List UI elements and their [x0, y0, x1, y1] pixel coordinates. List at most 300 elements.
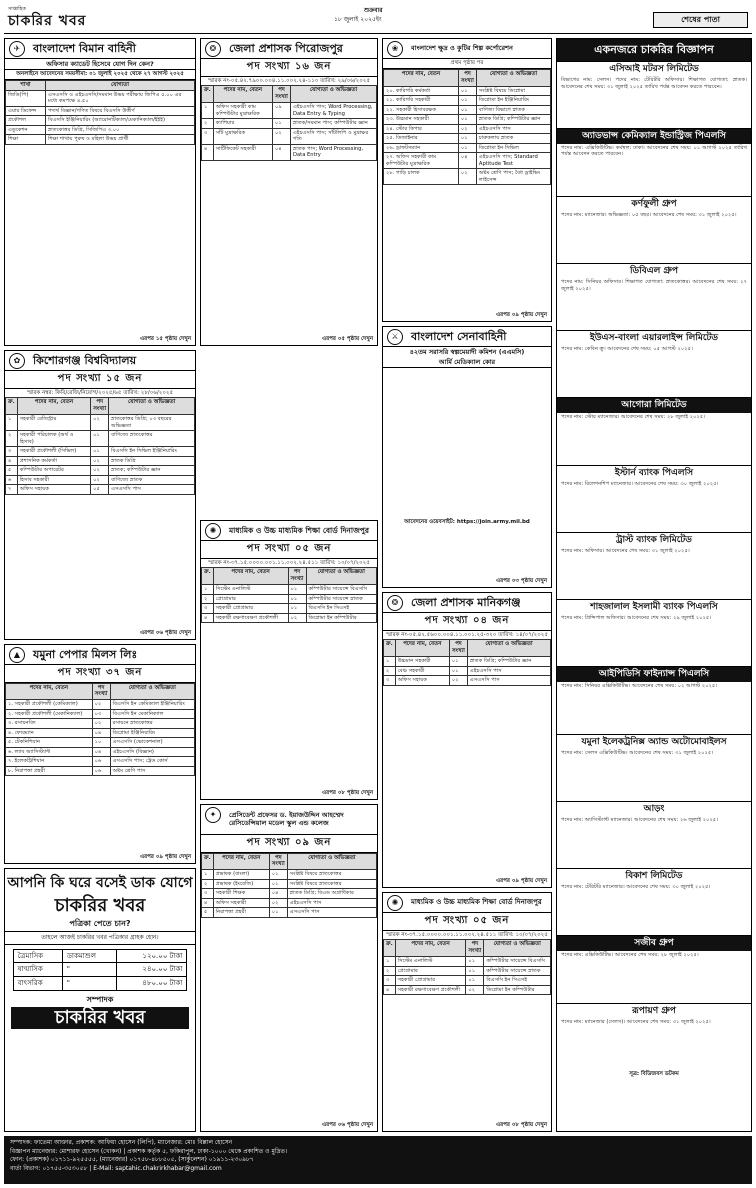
table-header: যোগ্যতা ও অভিজ্ঞতা: [287, 853, 376, 870]
table-cell: ৩: [6, 447, 18, 457]
table-cell: প্রভাষক (ইংরেজি): [213, 879, 269, 889]
ad-pirojpur-posts: পদ সংখ্যা ১৬ জন: [201, 59, 377, 77]
table-cell: শিক্ষা: [6, 135, 46, 145]
table-row: [202, 889, 377, 899]
company-ad-text: পদের নাম: অফিসার। আবেদনের শেষ সময়: ৩১ জুলাই ২০২৫।: [561, 548, 690, 554]
table-cell: সহকারী রক্ষণাবেক্ষণ প্রকৌশলী: [213, 613, 288, 623]
rate-row: [13, 963, 187, 977]
company-name: শাহজালাল ইসলামী ব্যাংক পিএলসি: [557, 599, 751, 614]
table-header: যোগ্যতা: [46, 81, 195, 91]
ad-airforce-title-bar: [5, 39, 195, 59]
ad-airforce-body-filler: [5, 145, 195, 285]
table-cell: এইচএসসি পাস; Standard Aptitude Test: [476, 153, 550, 169]
table-cell: সহকারী পরিচালক (অর্থ ও হিসাব): [17, 431, 90, 447]
table-cell: ২৪. স্টোর কিপার: [384, 124, 459, 134]
table-cell: ২: [202, 119, 214, 129]
ad-airforce: [4, 38, 196, 346]
table-row: [6, 447, 195, 457]
table-cell: ৩: [202, 128, 214, 144]
company-ad-text: পদের নাম: এক্সিকিউটিভ। কর্মস্থল: ঢাকা। আবেদনের শেষ সময়: ০১ আগস্ট ২০২৫ তারিখ পর্যন্ত আবেদন করতে পারবেন।: [561, 144, 747, 158]
table-cell: ৬: [6, 475, 18, 485]
table-cell: ২: [6, 431, 18, 447]
table-cell: ৫: [202, 908, 214, 918]
table-cell: এইচএসসি (বিজ্ঞান): [110, 747, 194, 757]
ad-manikganj-body-filler: [383, 686, 551, 836]
table-cell: ০১: [449, 657, 467, 667]
table-cell: ২. সহকারী প্রকৌশলী (মেকানিক্যাল): [6, 709, 93, 719]
table-row: [6, 106, 195, 116]
table-header: যোগ্যতা ও অভিজ্ঞতা: [476, 69, 550, 86]
table-cell: ১: [202, 585, 214, 595]
table-cell: অষ্টম শ্রেণি পাস: [110, 766, 194, 776]
ad-dinajpur-1-memo: স্মারক নং-৩৭.১৫.০০০০.০০১.১১.০০২.২৪.৫১১ তারিখ: ১০/০৭/২০২৫: [208, 559, 370, 566]
table-cell: ১: [384, 957, 396, 967]
table-cell: এডুকেশন: [6, 125, 46, 135]
table-cell: ০১: [269, 870, 287, 880]
table-header: পদ সংখ্যা: [272, 86, 290, 103]
ad-army-title: বাংলাদেশ সেনাবাহিনী: [411, 329, 507, 343]
rate-row: [13, 949, 187, 963]
one-glance-title: একনজরে চাকরির বিজ্ঞাপন: [557, 39, 751, 61]
table-cell: এইচএসসি পাস: [476, 124, 550, 134]
table-cell: স্নাতকোত্তর ডিগ্রি, সিজিপিএ ৩.০০: [46, 125, 195, 135]
table-cell: প্রোগ্রামার: [395, 966, 466, 976]
one-glance-section: [556, 38, 752, 1132]
rate-cell: ১২০.০০ টাকা: [117, 949, 187, 963]
subscription-rate-table: [13, 949, 188, 991]
table-cell: ডিপ্লোমা ইন কম্পিউটার: [484, 985, 551, 995]
rate-cell: বাৎসরিক: [13, 977, 62, 991]
table-cell: ১. সহকারী প্রকৌশলী (কেমিক্যাল): [6, 700, 93, 710]
table-cell: ০১: [91, 431, 109, 447]
table-cell: ২১. কারিগরি সহকারী: [384, 96, 459, 106]
company-ad-text: পদের নাম: রিলেশনশিপ ম্যানেজার। আবেদনের শেষ সময়: ৩০ জুলাই ২০২৫।: [561, 480, 719, 487]
table-cell: ০২: [288, 613, 306, 623]
table-cell: ০১: [288, 585, 306, 595]
table-cell: সহকারী শিক্ষক: [213, 889, 269, 899]
ad-pirojpur: [200, 38, 378, 346]
company-name: যমুনা ইলেকট্রনিক্স অ্যান্ড অটোমোবাইলস: [557, 734, 751, 749]
table-cell: প্রোগ্রামার: [213, 594, 288, 604]
ad-dinajpur-1-body-filler: [201, 623, 377, 743]
ad-jamuna-posts: পদ সংখ্যা ৩৭ জন: [5, 665, 195, 683]
rate-cell: ষাণ্মাসিক: [13, 963, 62, 977]
table-cell: সাঁট মুদ্রাক্ষরিক: [213, 128, 272, 144]
table-cell: ১০: [92, 738, 110, 748]
table-row: [202, 604, 377, 614]
table-cell: ৫. টেকনিশিয়ান: [6, 738, 93, 748]
subscription-editor: সম্পাদক: [86, 994, 114, 1004]
table-cell: ০২: [458, 124, 476, 134]
table-cell: ০৫: [91, 485, 109, 495]
table-cell: ৫: [6, 466, 18, 476]
table-row: [202, 870, 377, 880]
masthead-day: শুক্রবার: [364, 7, 383, 14]
table-header: ক্র.: [202, 568, 214, 585]
table-cell: স্নাতকোত্তর ডিগ্রি; ০৩ বছরের অভিজ্ঞতা: [109, 415, 195, 431]
footer-line: বিজ্ঞাপন ম্যানেজার: মোশারফ হোসেন (খোকন) | প্রকাশক কর্তৃক ৫, ফকিরাপুল, ঢাকা-১০০০ থেকে প্রকাশিত ও মুদ্রিত।: [10, 1147, 288, 1155]
ad-dinajpur-2-body-filler: [383, 995, 551, 1085]
ad-army-continued: এরপর ০৩ পৃষ্ঠায় দেখুন: [495, 578, 547, 585]
ad-college-table: [201, 853, 377, 918]
table-cell: ডিপ্লোমা ইন ইঞ্জিনিয়ারিং: [476, 96, 550, 106]
ad-pirojpur-title: জেলা প্রশাসক পিরোজপুর: [229, 41, 343, 55]
table-header: পদ সংখ্যা: [269, 853, 287, 870]
table-cell: সহকারী প্রোগ্রামার: [395, 976, 466, 986]
table-cell: বিএসসি ইঞ্জিনিয়ারিং (অ্যারোনটিক্যাল/মেকানিক্যাল/ইইই): [46, 116, 195, 126]
table-cell: এসএসসি ও এইচএসসি/সমমান উভয় পরীক্ষায় জিপিএ ৫.০০ এর মধ্যে কমপক্ষে ৪.৫০: [46, 90, 195, 106]
table-cell: ৭. ইলেকট্রিশিয়ান: [6, 757, 93, 767]
ad-silk: [382, 38, 552, 322]
table-cell: ০১: [269, 908, 287, 918]
table-cell: ০২: [449, 676, 467, 686]
table-cell: এইচএসসি পাস: [287, 898, 376, 908]
table-header: পদ সংখ্যা: [466, 940, 484, 957]
table-cell: স্নাতক ডিগ্রি; কম্পিউটার জ্ঞান: [467, 657, 550, 667]
table-row: [202, 144, 377, 160]
table-cell: সংশ্লিষ্ট বিষয়ে ডিপ্লোমা: [476, 86, 550, 96]
table-row: [6, 757, 195, 767]
table-cell: বিএসসি ইন সিএসই: [484, 976, 551, 986]
table-row: [6, 485, 195, 495]
table-row: [6, 728, 195, 738]
subscription-tagline: তাহলে আজই চাকরির খবর পত্রিকার গ্রাহক হোন।: [5, 931, 195, 945]
table-cell: ০২: [92, 700, 110, 710]
ad-silk-title-bar: [383, 39, 551, 59]
ad-army-subtitle-2: আর্মি মেডিক্যাল কোর: [383, 357, 551, 368]
table-cell: এইচএসসি পাস; সাঁটলিপি ও মুদ্রাক্ষর গতি: [290, 128, 376, 144]
ad-army-title-bar: [383, 327, 551, 347]
table-cell: ২: [384, 966, 396, 976]
table-cell: সহকারী প্রকৌশলী (সিভিল): [17, 447, 90, 457]
table-cell: ০১: [458, 105, 476, 115]
ad-jamuna-table: [5, 683, 195, 777]
ad-airforce-deadline: অনলাইনে আবেদনের সময়সীমা: ০১ জুলাই ২০২৫ থেকে ২৭ আগস্ট ২০২৫: [5, 70, 195, 80]
table-header: ক্র.: [202, 853, 214, 870]
table-row: [6, 766, 195, 776]
ad-kishoreganj-memo: স্মারক নম্বর: কিবি/রেজি/নিয়োগ/২০২৫/৬৫ তারিখ: ২৮/০৬/২০২৫: [26, 389, 174, 396]
table-cell: সহকারী রেজিস্ট্রার: [17, 415, 90, 431]
table-cell: প্রভাষক (বাংলা): [213, 870, 269, 880]
one-glance-source: সূত্র: বিডিজবস ডটকম: [629, 1070, 679, 1077]
ad-airforce-subtitle: অফিসার ক্যাডেট হিসেবে যোগ দিন কেন?: [5, 59, 195, 70]
footer-line: বার্তা বিভাগ: ০১৭৫৫-৩৫৩০৫৮ | E-Mail: saptahic.chakrirkhabar@gmail.com: [10, 1165, 222, 1173]
ad-airforce-title: বাংলাদেশ বিমান বাহিনী: [33, 41, 136, 55]
ad-manikganj-memo: স্মারক নং-০৫.৪২.৫৬০০.০০৪.১১.০০১.২৫-৩২০ তারিখ: ১৪/০৭/২০২৫: [386, 631, 548, 638]
table-cell: বিএসসি ইন কেমিক্যাল ইঞ্জিনিয়ারিং: [110, 700, 194, 710]
table-row: [6, 456, 195, 466]
table-row: [6, 466, 195, 476]
ad-airforce-table: [5, 80, 195, 145]
ad-manikganj-title-bar: [383, 593, 551, 613]
ad-dinajpur-2-continued: এরপর ০৮ পৃষ্ঠায় দেখুন: [495, 1122, 547, 1129]
ad-dinajpur-2: [382, 892, 552, 1132]
table-cell: বাণিজ্য বিভাগে স্নাতক: [476, 105, 550, 115]
ad-jamuna-title: যমুনা পেপার মিলস লিঃ: [33, 647, 138, 661]
table-header: ক্র.: [384, 640, 396, 657]
ad-pirojpur-title-bar: [201, 39, 377, 59]
table-row: [384, 666, 551, 676]
table-cell: ৩: [384, 676, 396, 686]
table-cell: ০১: [458, 134, 476, 144]
ad-dinajpur-1-title: মাধ্যমিক ও উচ্চ মাধ্যমিক শিক্ষা বোর্ড দিনাজপুর: [229, 525, 370, 535]
ad-kishoreganj-posts: পদ সংখ্যা ১৫ জন: [5, 371, 195, 389]
table-cell: স্নাতক/সমমান পাস; কম্পিউটার জ্ঞান: [290, 119, 376, 129]
company-ad-text: পদের নাম: এক্সিকিউটিভ। আবেদনের শেষ সময়: ২৮ জুলাই ২০২৫।: [561, 951, 699, 958]
triangle-logo-icon: ▲: [9, 647, 25, 663]
table-cell: ০৪: [458, 153, 476, 169]
company-name: ডিবিএল গ্রুপ: [557, 263, 751, 278]
ad-dinajpur-1-continued: এরপর ০৮ পৃষ্ঠায় দেখুন: [321, 790, 373, 797]
table-row: [6, 475, 195, 485]
university-emblem-icon: ✿: [9, 353, 25, 369]
govt-emblem-icon: ❂: [387, 595, 403, 611]
table-cell: ০১: [288, 604, 306, 614]
table-row: [202, 119, 377, 129]
table-cell: ০১: [288, 594, 306, 604]
table-cell: ০১: [458, 96, 476, 106]
company-ad-text: পদের নাম: কেবিন ক্রু। আবেদনের শেষ সময়: ০৫ আগস্ট ২০২৫।: [561, 346, 693, 353]
table-cell: কম্পিউটার অপারেটর: [17, 466, 90, 476]
table-header: পদের নাম, বেতন: [395, 940, 466, 957]
table-cell: শিক্ষা শাখায় পুরুষ ও মহিলা উভয় প্রার্থী: [46, 135, 195, 145]
company-name: ইউএস-বাংলা এয়ারলাইন্স লিমিটেড: [557, 330, 751, 345]
company-name: রূপায়ণ গ্রুপ: [557, 1003, 751, 1018]
airforce-emblem-icon: ✈: [9, 41, 25, 57]
table-cell: জিডি(পি): [6, 90, 46, 106]
table-header: ক্র.: [384, 940, 396, 957]
ad-jamuna-continued: এরপর ০৯ পৃষ্ঠায় দেখুন: [139, 854, 191, 861]
ad-jamuna: [4, 644, 196, 864]
company-ad-text: পদের নাম: সিনিয়র এক্সিকিউটিভ। আবেদনের শেষ সময়: ০২ আগস্ট ২০২৫।: [561, 682, 718, 689]
table-row: [6, 719, 195, 729]
table-cell: ০১: [466, 966, 484, 976]
table-cell: সহকারী প্রোগ্রামার: [213, 604, 288, 614]
table-row: [6, 738, 195, 748]
table-row: [202, 613, 377, 623]
table-cell: ৭: [6, 485, 18, 495]
ad-pirojpur-body-filler: [201, 161, 377, 251]
table-cell: ১: [202, 870, 214, 880]
imprint-footer: [4, 1136, 752, 1184]
table-cell: ০৪: [92, 747, 110, 757]
table-cell: স্নাতক ডিগ্রি; কম্পিউটার জ্ঞান: [476, 115, 550, 125]
table-cell: ৪: [202, 898, 214, 908]
company-ad-text: পদের নাম: ম্যানেজার (সেলস)। আবেদনের শেষ সময়: ৩১ জুলাই ২০২৫।: [561, 1018, 711, 1025]
table-header: পদের নাম, বেতন: [213, 853, 269, 870]
table-cell: সহকারী রক্ষণাবেক্ষণ প্রকৌশলী: [395, 985, 466, 995]
table-cell: ০১: [272, 119, 290, 129]
table-cell: ০২: [466, 985, 484, 995]
table-row: [384, 985, 551, 995]
table-row: [384, 676, 551, 686]
company-ad-text: পদের নাম: প্রিন্সিপাল অফিসার। আবেদনের শেষ সময়: ২৯ জুলাই ২০২৫।: [561, 615, 712, 622]
ad-army-subtitle: ৪২তম সরাসরি স্বল্পমেয়াদী কমিশন (এএমসি): [409, 348, 525, 356]
table-cell: ০২: [458, 169, 476, 185]
company-ad-text: পদের নাম: স্টোর ম্যানেজার। আবেদনের শেষ সময়: ২৮ জুলাই ২০২৫।: [561, 413, 706, 420]
table-row: [384, 115, 551, 125]
table-cell: স্নাতক; কম্পিউটার জ্ঞান: [109, 466, 195, 476]
table-cell: এসএসসি পাস: [287, 908, 376, 918]
table-row: [202, 908, 377, 918]
table-cell: সিস্টেম এনালিস্ট: [213, 585, 288, 595]
table-cell: সংশ্লিষ্ট বিষয়ে স্নাতকোত্তর: [287, 870, 376, 880]
table-cell: এসএসসি পাস; ট্রেড কোর্স: [110, 757, 194, 767]
table-cell: উচ্চমান সহকারী: [395, 657, 449, 667]
ad-silk-continued-from: প্রথম পৃষ্ঠার পর: [383, 59, 551, 69]
table-cell: ০২: [272, 128, 290, 144]
table-cell: এইচএসসি পাস: [467, 666, 550, 676]
table-header: যোগ্যতা ও অভিজ্ঞতা: [467, 640, 550, 657]
table-cell: ০১: [91, 447, 109, 457]
ad-college-continued: এরপর ০৬ পৃষ্ঠায় দেখুন: [321, 1122, 373, 1129]
company-name: আগোরা লিমিটেড: [557, 397, 751, 412]
table-header: পদের নাম, বেতন: [384, 69, 459, 86]
ad-pirojpur-continued: এরপর ০৫ পৃষ্ঠায় দেখুন: [321, 336, 373, 343]
table-cell: বেঞ্চ সহকারী: [395, 666, 449, 676]
company-name: আইপিডিসি ফাইন্যান্স পিএলসি: [557, 666, 751, 681]
table-cell: ০১: [458, 86, 476, 96]
ad-dinajpur-2-title-bar: [383, 893, 551, 913]
ad-manikganj-table: [383, 639, 551, 685]
table-cell: ৪: [202, 613, 214, 623]
table-cell: বিএসসি ইন মেকানিক্যাল: [110, 709, 194, 719]
table-row: [384, 124, 551, 134]
table-row: [202, 879, 377, 889]
last-page-label: শেষের পাতা: [653, 12, 748, 28]
subscription-call: আপনি কি ঘরে বসেই ডাক যোগে: [7, 875, 193, 891]
masthead: [4, 4, 752, 34]
ad-army-apply-link: আবেদনের ওয়েবসাইট: https://join.army.mil.bd: [404, 519, 530, 526]
table-row: [384, 96, 551, 106]
table-cell: ২৫. ডিজাইনার: [384, 134, 459, 144]
company-name: অ্যাডভান্স কেমিক্যাল ইন্ডাস্ট্রিজ পিএলসি: [557, 128, 751, 143]
table-row: [384, 957, 551, 967]
table-row: [6, 415, 195, 431]
rate-row: [13, 977, 187, 991]
table-header: পদ সংখ্যা: [458, 69, 476, 86]
table-cell: ০১: [269, 879, 287, 889]
table-row: [6, 700, 195, 710]
table-cell: কম্পিউটার সায়েন্সে বিএসসি: [306, 585, 377, 595]
table-header: পদ সংখ্যা: [288, 568, 306, 585]
rate-cell: ": [62, 977, 117, 991]
ad-silk-table: [383, 69, 551, 185]
company-name: কর্ণফুলী গ্রুপ: [557, 196, 751, 211]
table-cell: ৪: [202, 144, 214, 160]
table-header: ক্র.: [202, 86, 214, 103]
ad-silk-continued: এরপর ০৯ পৃষ্ঠায় দেখুন: [495, 312, 547, 319]
table-cell: ২৬. ড্রাফটসম্যান: [384, 143, 459, 153]
table-cell: ডিপ্লোমা ইন সিভিল: [476, 143, 550, 153]
table-cell: ৪: [384, 985, 396, 995]
table-cell: প্রশাসনিক কর্মকর্তা: [17, 456, 90, 466]
ad-college-posts: পদ সংখ্যা ০৯ জন: [201, 835, 377, 853]
ad-dinajpur-2-title: মাধ্যমিক ও উচ্চ মাধ্যমিক শিক্ষা বোর্ড দিনাজপুর: [411, 897, 542, 907]
corporation-emblem-icon: ❀: [387, 41, 403, 57]
ad-dinajpur-1-posts: পদ সংখ্যা ০৫ জন: [201, 541, 377, 559]
table-header: পদের নাম, বেতন: [213, 86, 272, 103]
table-cell: নিরাপত্তা প্রহরী: [213, 908, 269, 918]
ad-dinajpur-2-posts: পদ সংখ্যা ০৫ জন: [383, 913, 551, 931]
table-cell: ২২. সহকারী হিসাবরক্ষক: [384, 105, 459, 115]
table-cell: ১: [6, 415, 18, 431]
table-row: [6, 90, 195, 106]
company-name: এসিআই মটরস লিমিটেড: [557, 61, 751, 76]
table-header: পদের নাম, বেতন: [17, 398, 90, 415]
table-cell: ডিপ্লোমা ইঞ্জিনিয়ারিং: [110, 728, 194, 738]
table-cell: ০১: [458, 143, 476, 153]
table-header: পদ সংখ্যা: [449, 640, 467, 657]
table-cell: পদার্থ বিজ্ঞান/গণিত বিষয়ে বিএসসি উত্তীর্ণ: [46, 106, 195, 116]
table-cell: ০২: [92, 719, 110, 729]
table-row: [202, 128, 377, 144]
table-cell: ২৮. গাড়ি চালক: [384, 169, 459, 185]
table-cell: ০৪: [272, 144, 290, 160]
ad-manikganj-posts: পদ সংখ্যা ০৪ জন: [383, 613, 551, 631]
ad-dinajpur-1: [200, 520, 378, 800]
table-cell: বাণিজ্যে স্নাতকোত্তর: [109, 431, 195, 447]
table-cell: ১: [384, 657, 396, 667]
table-cell: কম্পিউটার সায়েন্সে স্নাতক: [484, 966, 551, 976]
masthead-logo: চাকরির খবর: [8, 13, 87, 29]
table-cell: ২৭. অফিস সহকারী কাম কম্পিউটার মুদ্রাক্ষরিক: [384, 153, 459, 169]
college-emblem-icon: ✦: [205, 807, 221, 823]
table-cell: হিসাব সহকারী: [17, 475, 90, 485]
table-cell: ০২: [91, 415, 109, 431]
company-ad-text: পদের নাম: অ্যাসিস্ট্যান্ট ম্যানেজার। আবেদনের শেষ সময়: ২৬ জুলাই ২০২৫।: [561, 817, 719, 823]
table-cell: ০৬: [92, 766, 110, 776]
table-header: যোগ্যতা ও অভিজ্ঞতা: [290, 86, 376, 103]
ad-army-body-filler: [383, 368, 551, 518]
ad-college-title-bar: [201, 805, 377, 835]
table-cell: ০৪: [269, 889, 287, 899]
ad-manikganj: [382, 592, 552, 888]
subscription-brand: চাকরির খবর: [54, 894, 146, 916]
company-name: ট্রাস্ট ব্যাংক লিমিটেড: [557, 532, 751, 547]
table-cell: ১: [202, 103, 214, 119]
table-cell: ০১: [449, 666, 467, 676]
table-row: [6, 709, 195, 719]
rate-cell: ত্রৈমাসিক: [13, 949, 62, 963]
table-cell: প্রকৌশল: [6, 116, 46, 126]
table-cell: ২০. কারিগরি কর্মকর্তা: [384, 86, 459, 96]
table-row: [384, 86, 551, 96]
masthead-weekly-label: সাপ্তাহিক: [8, 6, 26, 12]
table-row: [6, 125, 195, 135]
table-cell: ৩. রসায়নবিদ: [6, 719, 93, 729]
masthead-date: ১৮ জুলাই ২০২৫ইং: [334, 16, 382, 23]
rate-cell: ২৪০.০০ টাকা: [117, 963, 187, 977]
table-header: শাখা: [6, 81, 46, 91]
table-row: [6, 135, 195, 145]
subscription-brand-footer: চাকরির খবর: [11, 1007, 189, 1030]
table-header: পদের নাম, বেতন: [213, 568, 288, 585]
table-row: [202, 103, 377, 119]
table-cell: ক্যাশিয়ার: [213, 119, 272, 129]
table-cell: ০১: [466, 957, 484, 967]
ad-manikganj-title: জেলা প্রশাসক মানিকগঞ্জ: [411, 595, 521, 609]
table-header: যোগ্যতা ও অভিজ্ঞতা: [484, 940, 551, 957]
table-row: [384, 169, 551, 185]
ad-kishoreganj-continued: এরপর ০৬ পৃষ্ঠায় দেখুন: [139, 630, 191, 637]
table-cell: ০৯: [272, 103, 290, 119]
subscription-box: [4, 868, 196, 1132]
table-cell: ডিপ্লোমা ইন কম্পিউটার: [306, 613, 377, 623]
table-cell: বাণিজ্যে স্নাতক: [109, 475, 195, 485]
table-cell: এয়ার ডিফেন্স: [6, 106, 46, 116]
table-cell: ৩: [384, 976, 396, 986]
